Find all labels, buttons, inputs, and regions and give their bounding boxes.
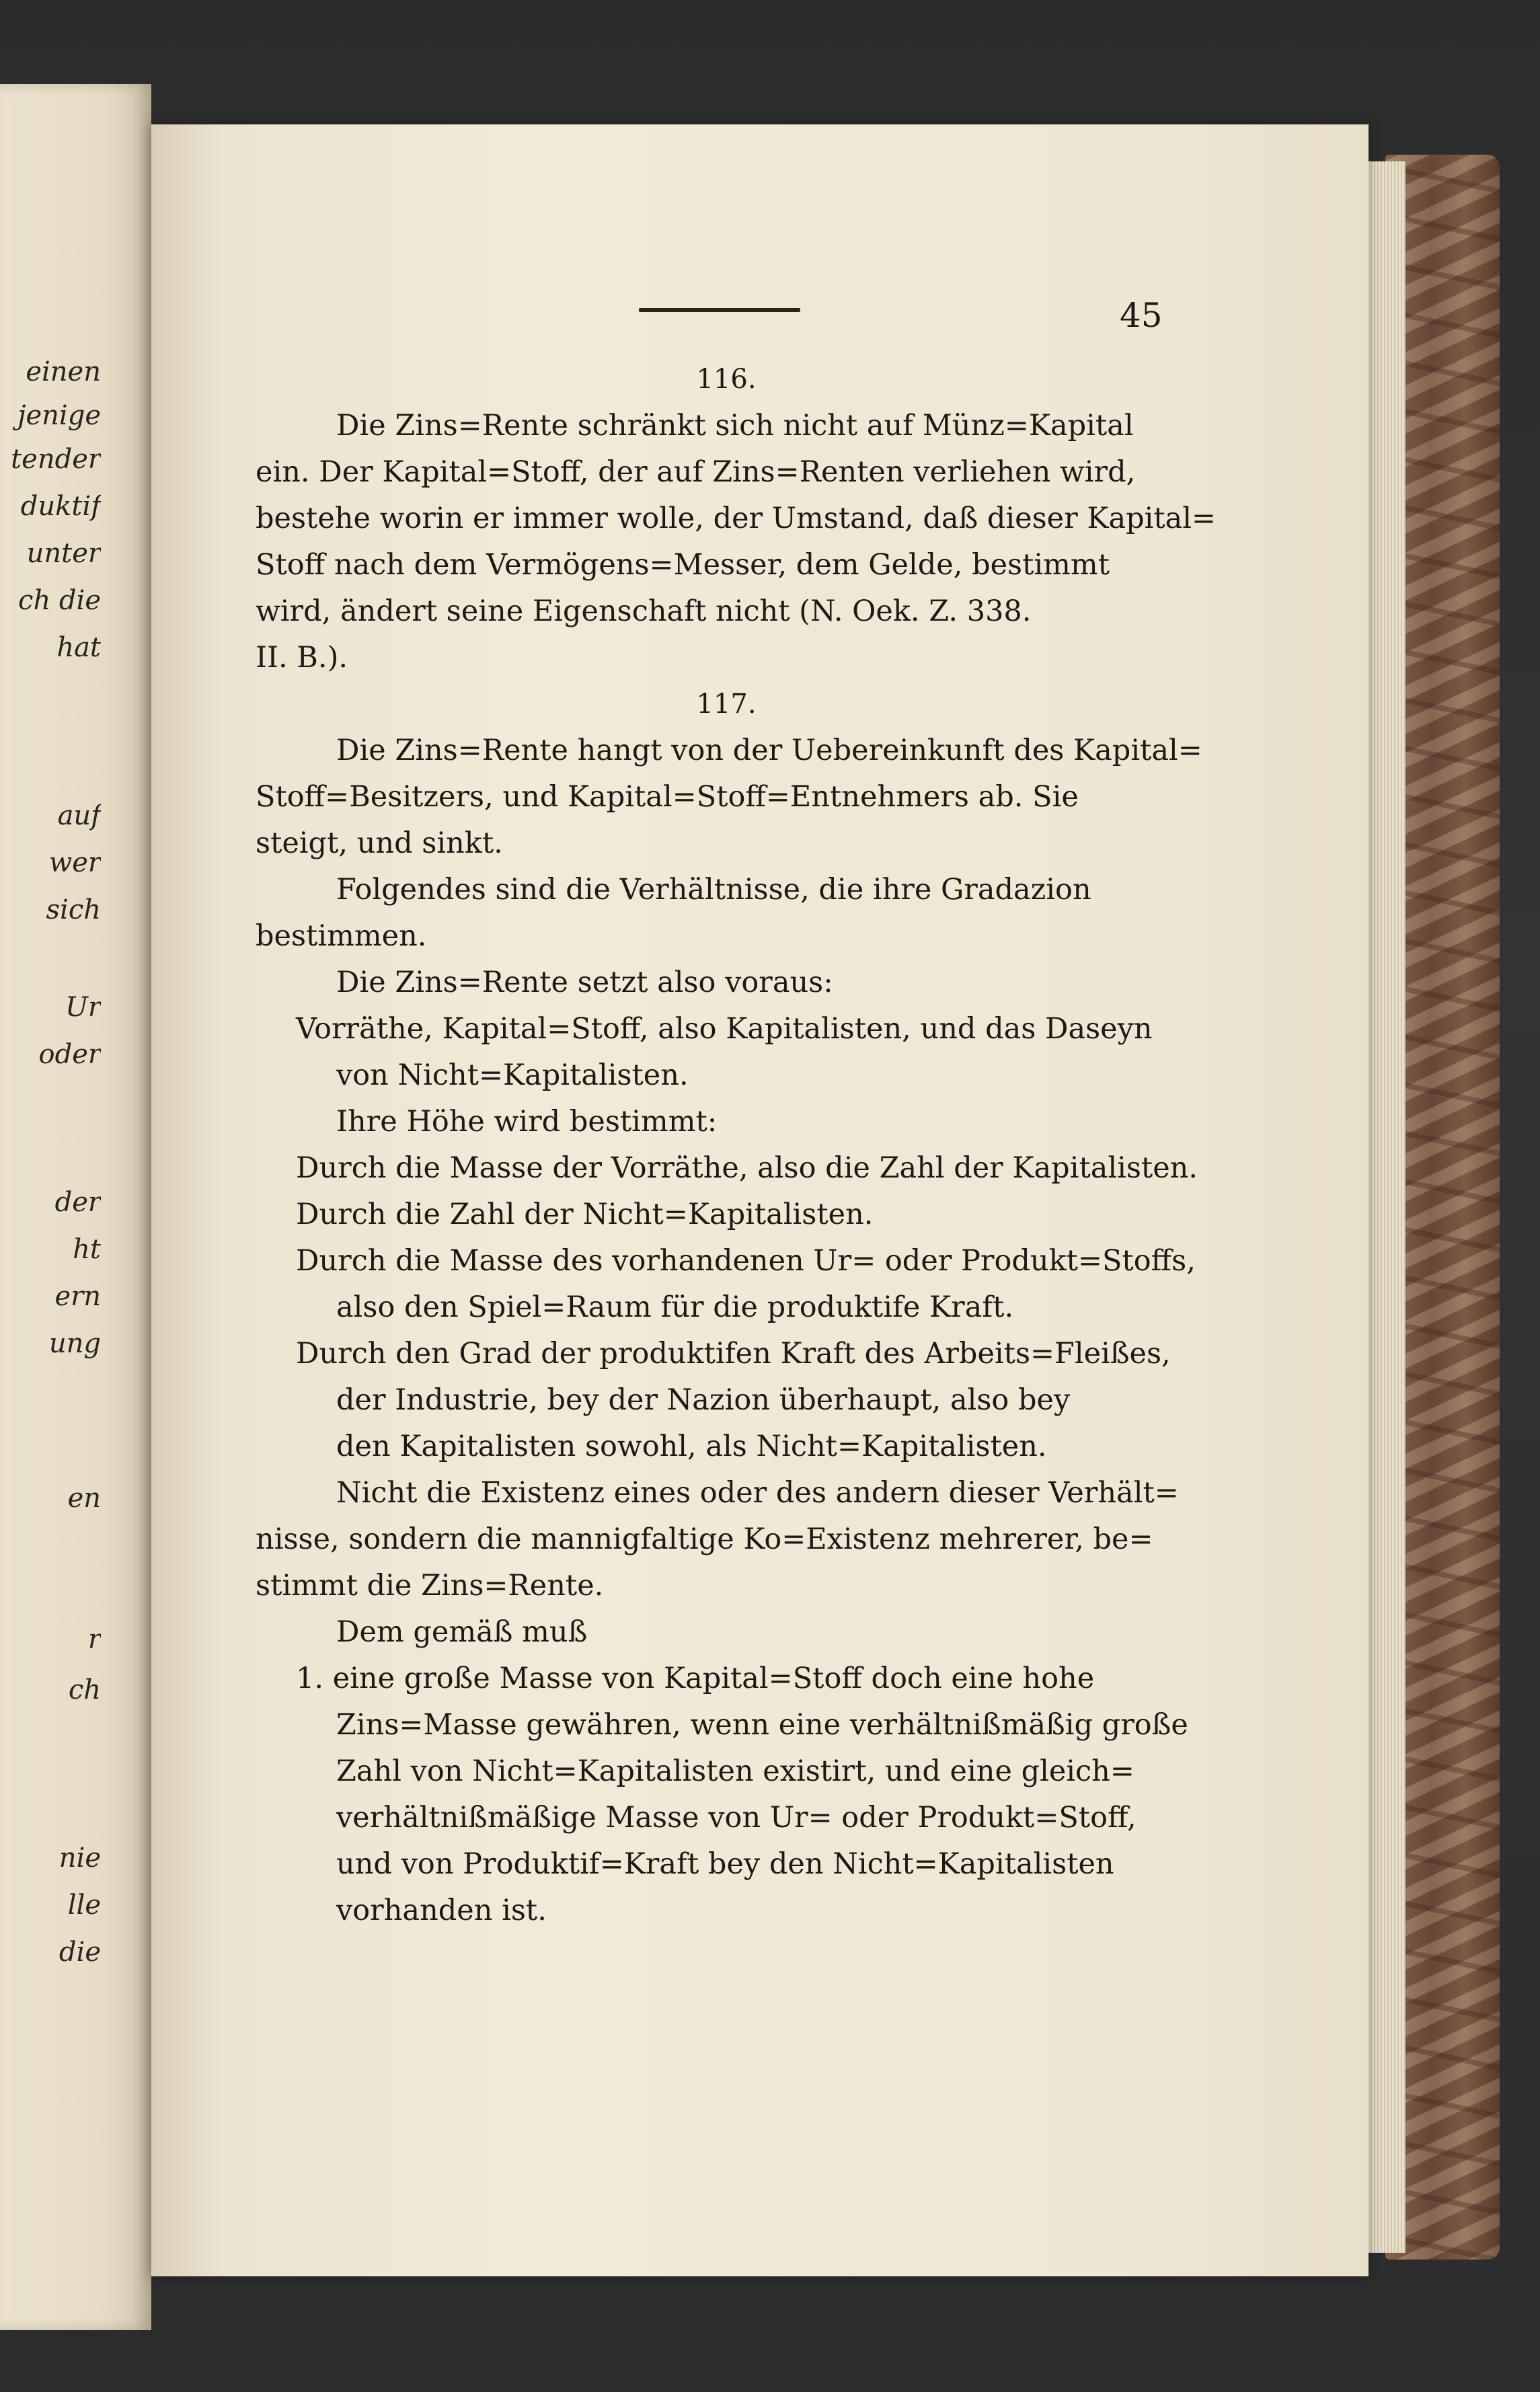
text-line: also den Spiel=Raum für die produktife Kraft.	[336, 1290, 1014, 1324]
left-fragment: wer	[48, 847, 101, 878]
text-line: Die Zins=Rente schränkt sich nicht auf Münz=Kapital	[336, 409, 1134, 442]
left-fragment: sich	[46, 894, 101, 925]
left-fragment: Ur	[65, 992, 101, 1023]
left-fragment: nie	[59, 1843, 101, 1874]
text-line: bestimmen.	[256, 919, 427, 953]
left-fragment: die	[59, 1937, 101, 1968]
text-line: Zahl von Nicht=Kapitalisten existirt, und eine gleich=	[336, 1754, 1134, 1788]
section-117	[256, 681, 1202, 1934]
left-fragment: ht	[73, 1234, 101, 1265]
text-line: Durch die Masse der Vorräthe, also die Zahl der Kapitalisten.	[296, 1151, 1198, 1185]
text-line: Zins=Masse gewähren, wenn eine verhältnißmäßig große	[336, 1708, 1188, 1742]
text-line: Die Zins=Rente hangt von der Uebereinkunft des Kapital=	[336, 734, 1202, 767]
text-line: 1. eine große Masse von Kapital=Stoff doch eine hohe	[296, 1662, 1095, 1695]
text-line: Dem gemäß muß	[336, 1615, 588, 1649]
text-line: verhältnißmäßige Masse von Ur= oder Produkt=Stoff,	[336, 1801, 1137, 1835]
text-line: Ihre Höhe wird bestimmt:	[336, 1105, 718, 1139]
text-line: Die Zins=Rente setzt also voraus:	[336, 966, 833, 999]
text-line: stimmt die Zins=Rente.	[256, 1569, 604, 1603]
text-line: der Industrie, bey der Nazion überhaupt, also bey	[336, 1383, 1071, 1417]
text-line: von Nicht=Kapitalisten.	[336, 1058, 689, 1092]
header-rule	[639, 308, 800, 312]
left-fragment: oder	[38, 1039, 101, 1070]
left-fragment: ung	[48, 1328, 101, 1359]
left-fragment: r	[87, 1624, 101, 1655]
left-fragment: auf	[57, 800, 101, 831]
left-page	[0, 84, 151, 2330]
text-line: vorhanden ist.	[336, 1894, 547, 1927]
left-fragment: ern	[54, 1281, 101, 1312]
text-line: und von Produktif=Kraft bey den Nicht=Kapitalisten	[336, 1847, 1114, 1881]
text-line: Vorräthe, Kapital=Stoff, also Kapitalisten, und das Daseyn	[296, 1012, 1153, 1046]
text-line: wird, ändert seine Eigenschaft nicht (N. Oek. Z. 338.	[256, 594, 1032, 628]
text-line: Nicht die Existenz eines oder des andern dieser Verhält=	[336, 1476, 1179, 1510]
text-line: Durch die Zahl der Nicht=Kapitalisten.	[296, 1198, 874, 1231]
section-number: 116.	[696, 364, 757, 395]
text-line: bestehe worin er immer wolle, der Umstand, daß dieser Kapital=	[256, 502, 1217, 535]
text-line: II. B.).	[256, 641, 348, 674]
text-line: den Kapitalisten sowohl, als Nicht=Kapitalisten.	[336, 1430, 1047, 1463]
left-fragment: en	[67, 1483, 101, 1514]
text-line: Durch den Grad der produktifen Kraft des Arbeits=Fleißes,	[296, 1337, 1171, 1371]
left-fragment: duktif	[20, 491, 101, 522]
left-fragment: einen	[26, 356, 101, 387]
left-fragment: jenige	[17, 400, 101, 431]
left-fragment: lle	[67, 1890, 101, 1921]
text-line: Stoff=Besitzers, und Kapital=Stoff=Entnehmers ab. Sie	[256, 780, 1079, 814]
left-fragment: unter	[26, 538, 101, 569]
page-stack	[1365, 161, 1406, 2253]
left-fragment: hat	[56, 632, 101, 663]
text-line: steigt, und sinkt.	[256, 826, 503, 860]
left-fragment: tender	[11, 444, 101, 475]
page-body	[256, 356, 1217, 1934]
section-number: 117.	[696, 689, 757, 720]
left-fragment: der	[54, 1187, 101, 1218]
left-fragment: ch die	[18, 585, 101, 616]
text-line: Stoff nach dem Vermögens=Messer, dem Gelde, bestimmt	[256, 548, 1110, 582]
page-number: 45	[1120, 296, 1163, 335]
text-line: ein. Der Kapital=Stoff, der auf Zins=Renten verliehen wird,	[256, 455, 1136, 489]
text-line: Durch die Masse des vorhandenen Ur= oder Produkt=Stoffs,	[296, 1244, 1196, 1278]
section-116	[256, 356, 1217, 681]
text-line: nisse, sondern die mannigfaltige Ko=Existenz mehrerer, be=	[256, 1522, 1153, 1556]
left-fragment: ch	[68, 1674, 101, 1705]
text-line: Folgendes sind die Verhältnisse, die ihre Gradazion	[336, 873, 1091, 906]
